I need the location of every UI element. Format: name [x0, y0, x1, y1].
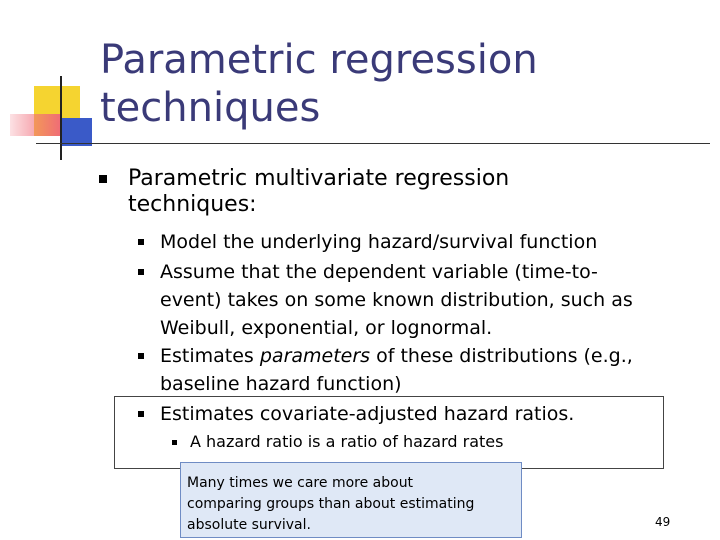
callout-line: Many times we care more about [187, 475, 414, 491]
sub-bullet-assume [160, 258, 633, 342]
callout-note [180, 462, 522, 538]
sub-bullet-estimates-parameters [160, 342, 633, 398]
bullet-parametric-techniques [128, 166, 509, 218]
page-number: 49 [655, 515, 671, 529]
decoration-red-bar [10, 114, 62, 136]
decoration-vertical-line [60, 76, 62, 160]
callout-line: absolute survival. [187, 517, 311, 533]
callout-line: comparing groups than about estimating [187, 496, 475, 512]
bullet-marker [138, 239, 144, 245]
sub-bullet-model: Model the underlying hazard/survival function [160, 231, 598, 253]
bullet-line: techniques: [128, 192, 257, 217]
sub-bullet-line: Weibull, exponential, or lognormal. [160, 317, 493, 339]
slide-title-line-2: techniques [100, 85, 321, 131]
bullet-marker [138, 269, 144, 275]
sub-bullet-line: event) takes on some known distribution, such as [160, 289, 633, 311]
text-prefix: Estimates [160, 345, 260, 367]
bullet-marker [138, 353, 144, 359]
sub-bullet-line [160, 342, 633, 370]
sub-bullet-line: baseline hazard function) [160, 373, 402, 395]
bullet-marker [99, 175, 107, 183]
sub-bullet-line: Assume that the dependent variable (time-to- [160, 261, 598, 283]
sub-sub-bullet-hazard-ratio-definition: A hazard ratio is a ratio of hazard rates [190, 432, 504, 451]
decoration-horizontal-line [36, 143, 710, 144]
slide-title [100, 36, 700, 132]
bullet-line: Parametric multivariate regression [128, 166, 510, 191]
emphasized-text: parameters [259, 345, 371, 367]
text-suffix: of these distributions (e.g., [370, 345, 633, 367]
bullet-marker [138, 411, 144, 417]
slide-title-line-1: Parametric regression [100, 37, 538, 83]
decoration-blue-square [62, 118, 92, 146]
bullet-marker [172, 440, 177, 445]
sub-bullet-hazard-ratios: Estimates covariate-adjusted hazard ratios. [160, 403, 575, 425]
